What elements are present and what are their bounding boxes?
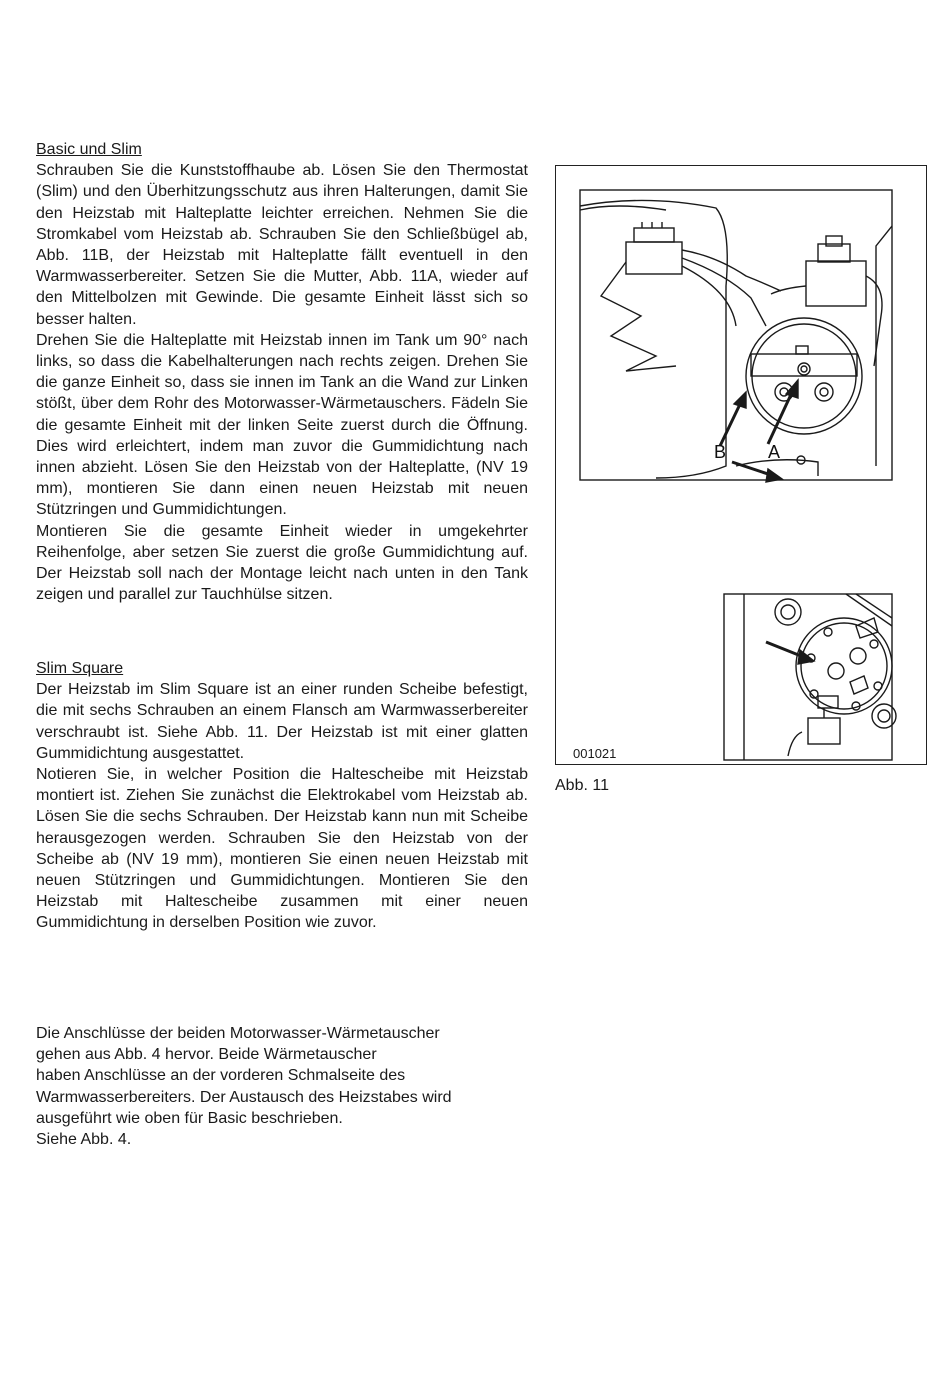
section-heading: Basic und Slim: [36, 141, 142, 158]
figure-code: 001021: [573, 746, 617, 761]
text-line: Die Anschlüsse der beiden Motorwasser-Wärmetauscher: [36, 1025, 440, 1042]
paragraph: Montieren Sie die gesamte Einheit wieder in umgekehrter Reihenfolge, aber setzen Sie zuerst die große Gummidichtung auf. Der Heizstab soll nach der Montage leicht nach unten in den Tank zeigen und parallel zur Tauchhülse sitzen.: [36, 522, 528, 604]
figure-label-b: B: [714, 442, 727, 462]
paragraph: Notieren Sie, in welcher Position die Haltescheibe mit Heizstab montiert ist. Ziehen Sie zunächst die Elektrokabel vom Heizstab ab. Lösen Sie die sechs Schrauben. Der Heizstab kann nun mit Scheibe herausgezogen werden. Schrauben Sie den Heizstab von der Scheibe ab (NV 19 mm), montieren Sie einen neuen Heizstab mit neuen Stützringen und Gummidichtungen. Montieren Sie den Heizstab mit Haltescheibe zusammen mit einer neuen Gummidichtung in derselben Position wie zuvor.: [36, 766, 528, 932]
section-motor-heat-exchanger: [36, 1023, 506, 1150]
figure-11-illustration: [556, 166, 926, 764]
figure-caption: Abb. 11: [555, 777, 609, 794]
text-line: gehen aus Abb. 4 hervor. Beide Wärmetauscher: [36, 1046, 377, 1064]
figure-label-a: A: [768, 442, 781, 462]
paragraph: Der Heizstab im Slim Square ist an einer runden Scheibe befestigt, die mit sechs Schrauben an einem Flansch am Warmwasserbereiter verschraubt ist. Siehe Abb. 11. Der Heizstab ist mit einer glatten Gummidichtung ausgestattet.: [36, 681, 528, 762]
lower-drawing: [724, 594, 896, 760]
upper-drawing: [580, 190, 892, 482]
section-heading: Slim Square: [36, 660, 124, 677]
section-slim-square: [36, 658, 528, 934]
text-line: Warmwasserbereiters. Der Austausch des Heizstabes wird: [36, 1088, 452, 1106]
text-line: Siehe Abb. 4.: [36, 1131, 132, 1149]
section-basic-slim: [36, 139, 528, 605]
figure-11-frame: [555, 165, 927, 765]
text-line: haben Anschlüsse an der vorderen Schmalseite des: [36, 1067, 406, 1085]
text-line: ausgeführt wie oben für Basic beschrieben.: [36, 1109, 343, 1127]
paragraph: Schrauben Sie die Kunststoffhaube ab. Lösen Sie den Thermostat (Slim) und den Überhitzungsschutz aus ihren Halterungen, damit Sie den Heizstab mit Halteplatte leichter erreichen. Nehmen Sie die Stromkabel vom Heizstab ab. Schrauben Sie den Schließbügel ab, Abb. 11B, der Heizstab mit Halteplatte fällt eventuell in den Warmwasserbereiter. Setzen Sie die Mutter, Abb. 11A, wieder auf den Mittelbolzen mit Gewinde. Die gesamte Einheit lässt sich so besser halten.: [36, 162, 528, 328]
paragraph: Drehen Sie die Halteplatte mit Heizstab innen im Tank um 90° nach links, so dass die Kabelhalterungen nach rechts zeigen. Drehen Sie die ganze Einheit so, dass sie innen im Tank an die Wand zur Linken stößt, über dem Rohr des Motorwasser-Wärmetauschers. Fädeln Sie die gesamte Einheit mit der linken Seite zuerst durch die Öffnung. Dies wird erleichtert, indem man zuvor die Gummidichtung nach innen abzieht. Lösen Sie den Heizstab von der Halteplatte, (NV 19 mm), montieren Sie dann einen neuen Heizstab mit neuen Stützringen und Gummidichtungen.: [36, 331, 528, 519]
